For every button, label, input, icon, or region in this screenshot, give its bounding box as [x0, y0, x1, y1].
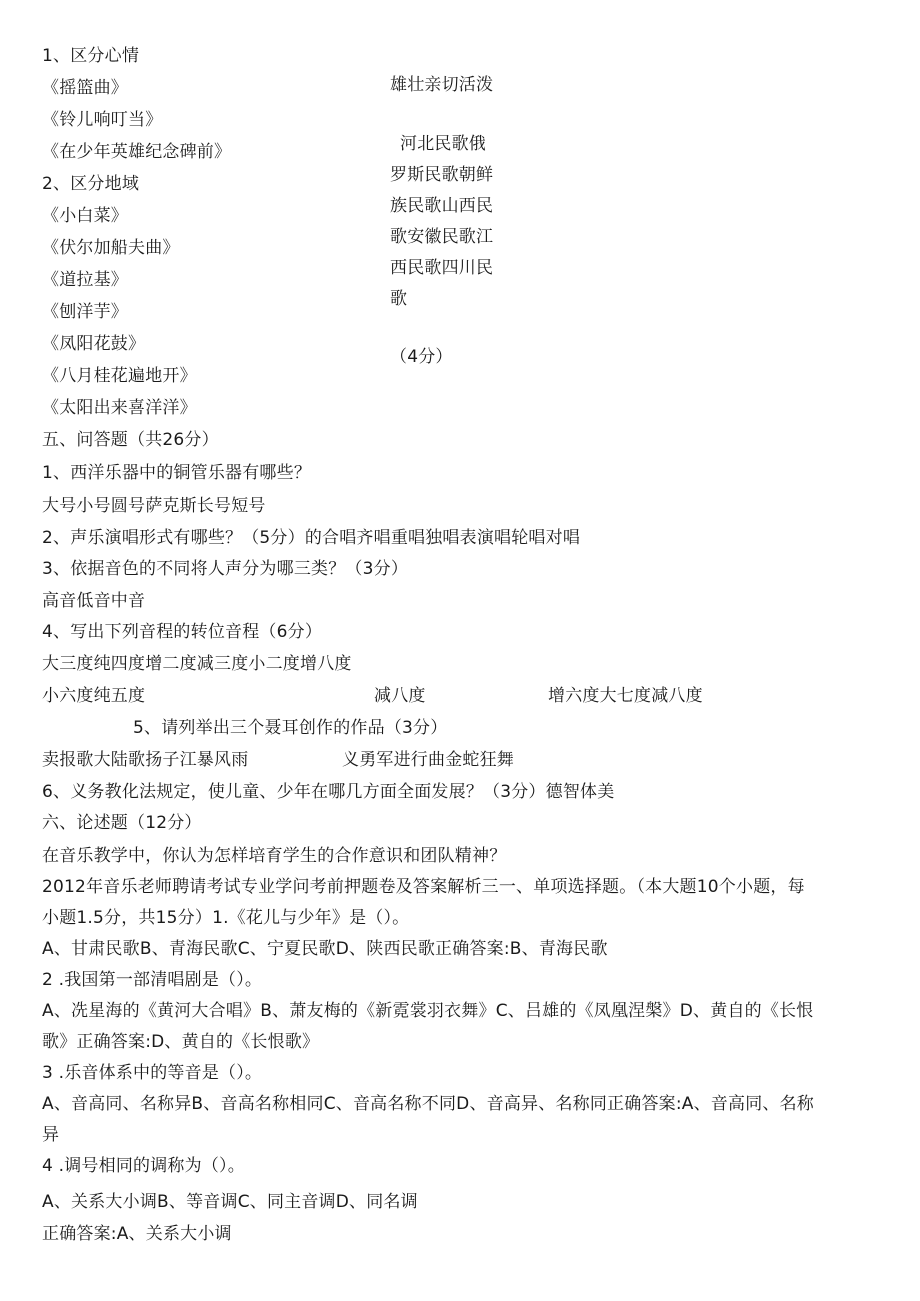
- song-title: 《伏尔加船夫曲》: [42, 238, 180, 258]
- answer-text: 正确答案:A、关系大小调: [42, 1224, 232, 1244]
- song-title: 《道拉基》: [42, 270, 128, 290]
- question-text: 2、声乐演唱形式有哪些？（5分）的合唱齐唱重唱独唱表演唱轮唱对唱: [42, 528, 581, 548]
- section-6-heading: 六、论述题（12分）: [42, 813, 202, 833]
- answer-text: 减八度: [374, 686, 426, 706]
- song-title: 《在少年英雄纪念碑前》: [42, 142, 232, 162]
- question-options: A、音高同、名称异B、音高名称相同C、音高名称不同D、音高异、名称同正确答案:A、音高同、名称: [42, 1094, 815, 1114]
- region-options-line: 歌安徽民歌江: [390, 227, 494, 247]
- region-options-line: 西民歌四川民: [390, 258, 494, 278]
- question-text: 5、请列举出三个聂耳创作的作品（3分）: [133, 718, 448, 738]
- region-options-line: 罗斯民歌朝鲜: [390, 165, 494, 185]
- question-text: 1、西洋乐器中的铜管乐器有哪些？: [42, 463, 312, 483]
- answer-text: 义勇军进行曲金蛇狂舞: [342, 750, 514, 770]
- question-text: 3 .乐音体系中的等音是（）。: [42, 1063, 263, 1083]
- question-text: 4 .调号相同的调称为（）。: [42, 1156, 245, 1176]
- question-options: 异: [42, 1125, 60, 1145]
- song-title: 《刨洋芋》: [42, 302, 128, 322]
- region-options-line: 河北民歌俄: [400, 134, 486, 154]
- question-options: 歌》正确答案:D、黄自的《长恨歌》: [42, 1032, 320, 1052]
- exam-intro: 小题1.5分，共15分）1.《花儿与少年》是（）。: [42, 908, 410, 928]
- mood-options: 雄壮亲切活泼: [390, 75, 494, 95]
- score-note: （4分）: [390, 347, 453, 367]
- question-text: 4、写出下列音程的转位音程（6分）: [42, 622, 323, 642]
- answer-text: 小六度纯五度: [42, 686, 146, 706]
- question-text: 在音乐教学中，你认为怎样培育学生的合作意识和团队精神？: [42, 846, 507, 866]
- region-options-line: 族民歌山西民: [390, 196, 494, 216]
- question-options: A、甘肃民歌B、青海民歌C、宁夏民歌D、陕西民歌正确答案:B、青海民歌: [42, 939, 608, 959]
- answer-text: 卖报歌大陆歌扬子江暴风雨: [42, 750, 249, 770]
- song-title: 《太阳出来喜洋洋》: [42, 398, 197, 418]
- question-text: 2 .我国第一部清唱剧是（）。: [42, 970, 263, 990]
- question-options: A、关系大小调B、等音调C、同主音调D、同名调: [42, 1192, 418, 1212]
- answer-text: 增六度大七度减八度: [548, 686, 703, 706]
- section-5-heading: 五、问答题（共26分）: [42, 430, 219, 450]
- song-title: 《铃儿响叮当》: [42, 110, 163, 130]
- song-title: 《八月桂花遍地开》: [42, 366, 197, 386]
- answer-text: 高音低音中音: [42, 591, 146, 611]
- song-title: 《凤阳花鼓》: [42, 334, 146, 354]
- answer-text: 大号小号圆号萨克斯长号短号: [42, 496, 266, 516]
- song-title: 《摇篮曲》: [42, 78, 128, 98]
- question-options: A、冼星海的《黄河大合唱》B、萧友梅的《新霓裳羽衣舞》C、吕雄的《凤凰涅槃》D、黄自的《长恨: [42, 1001, 814, 1021]
- song-title: 《小白菜》: [42, 206, 128, 226]
- question-text: 3、依据音色的不同将人声分为哪三类？（3分）: [42, 559, 409, 579]
- question-text: 6、义务教化法规定，使儿童、少年在哪几方面全面发展？（3分）德智体美: [42, 782, 615, 802]
- answer-text: 大三度纯四度增二度减三度小二度增八度: [42, 654, 352, 674]
- question-2-heading: 2、区分地域: [42, 174, 140, 194]
- exam-intro: 2012年音乐老师聘请考试专业学问考前押题卷及答案解析三一、单项选择题。（本大题10个小题，每: [42, 877, 805, 897]
- question-1-heading: 1、区分心情: [42, 46, 140, 66]
- region-options-line: 歌: [390, 289, 408, 309]
